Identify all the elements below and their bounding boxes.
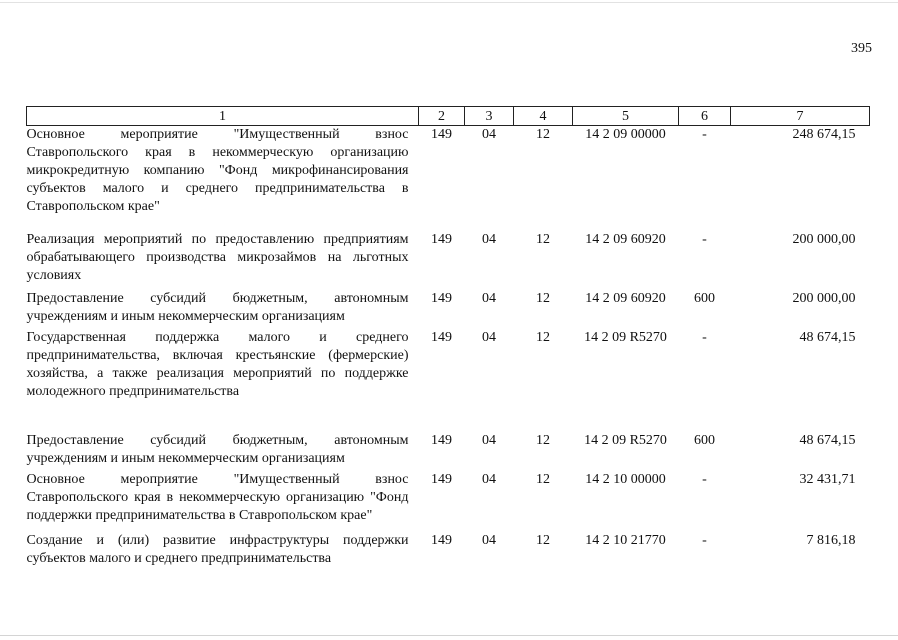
column-header-3: 3 — [465, 107, 514, 126]
page-number: 395 — [851, 41, 872, 56]
table-row — [27, 471, 870, 532]
table-row — [27, 126, 870, 232]
row-code-expense-type: - — [702, 472, 707, 487]
table-header — [27, 107, 870, 126]
row-name: Предоставление субсидий бюджетным, автономным учреждениям и иным некоммерческим организациям — [26, 291, 409, 324]
row-code-target: 14 2 09 R5270 — [584, 330, 667, 345]
row-code-section: 04 — [482, 291, 496, 306]
scan-edge-top — [0, 2, 898, 3]
row-code-subsection: 12 — [536, 533, 550, 548]
row-code-section: 04 — [482, 433, 496, 448]
row-code-target: 14 2 10 00000 — [585, 472, 666, 487]
table-body — [27, 126, 870, 569]
table-row — [27, 432, 870, 471]
row-amount: 7 816,18 — [806, 533, 856, 548]
row-code-ministry: 149 — [431, 127, 452, 142]
row-code-ministry: 149 — [431, 291, 452, 306]
column-header-5: 5 — [573, 107, 679, 126]
row-code-ministry: 149 — [431, 330, 452, 345]
row-code-expense-type: - — [702, 232, 707, 247]
row-code-section: 04 — [482, 472, 496, 487]
budget-table — [26, 106, 870, 568]
row-name: Реализация мероприятий по предоставлению предприятиям обрабатывающего производства микрозаймов на льготных условиях — [26, 232, 409, 283]
row-code-ministry: 149 — [431, 433, 452, 448]
row-name: Создание и (или) развитие инфраструктуры поддержки субъектов малого и среднего предпринимательства — [26, 533, 409, 566]
row-name: Предоставление субсидий бюджетным, автономным учреждениям и иным некоммерческим организациям — [26, 433, 409, 466]
table-row — [27, 231, 870, 290]
row-code-subsection: 12 — [536, 330, 550, 345]
row-code-section: 04 — [482, 232, 496, 247]
row-name: Государственная поддержка малого и среднего предпринимательства, включая крестьянские (фермерские) хозяйства, а также реализация мероприятий по поддержке молодежного предпринимательства — [26, 330, 409, 399]
row-code-expense-type: - — [702, 127, 707, 142]
row-code-target: 14 2 10 21770 — [585, 533, 666, 548]
row-code-section: 04 — [482, 533, 496, 548]
table-row — [27, 329, 870, 432]
row-code-section: 04 — [482, 330, 496, 345]
row-code-expense-type: - — [702, 533, 707, 548]
row-amount: 32 431,71 — [799, 472, 856, 487]
row-amount: 48 674,15 — [799, 330, 856, 345]
row-code-subsection: 12 — [536, 232, 550, 247]
column-header-2: 2 — [419, 107, 465, 126]
row-code-target: 14 2 09 60920 — [585, 291, 666, 306]
row-code-expense-type: 600 — [694, 291, 715, 306]
scan-edge-bottom — [0, 635, 898, 636]
column-header-4: 4 — [514, 107, 573, 126]
row-name: Основное мероприятие "Имущественный взнос Ставропольского края в некоммерческую организацию "Фонд поддержки предпринимательства в Ставропольском крае" — [26, 472, 409, 523]
table-row — [27, 532, 870, 568]
row-amount: 200 000,00 — [792, 291, 856, 306]
row-code-ministry: 149 — [431, 472, 452, 487]
row-code-target: 14 2 09 60920 — [585, 232, 666, 247]
row-code-target: 14 2 09 00000 — [585, 127, 666, 142]
row-name: Основное мероприятие "Имущественный взнос Ставропольского края в некоммерческую организацию микрокредитную компанию "Фонд микрофинансирования субъектов малого и среднего предпринимательства в Ставропольском крае" — [26, 127, 409, 214]
column-header-7: 7 — [731, 107, 870, 126]
column-header-6: 6 — [679, 107, 731, 126]
row-code-section: 04 — [482, 127, 496, 142]
row-code-ministry: 149 — [431, 232, 452, 247]
row-code-subsection: 12 — [536, 433, 550, 448]
row-code-expense-type: - — [702, 330, 707, 345]
header-row — [27, 107, 870, 126]
row-code-subsection: 12 — [536, 127, 550, 142]
row-amount: 200 000,00 — [792, 232, 856, 247]
row-amount: 248 674,15 — [792, 127, 856, 142]
row-code-target: 14 2 09 R5270 — [584, 433, 667, 448]
row-code-subsection: 12 — [536, 472, 550, 487]
table-row — [27, 290, 870, 329]
column-header-1: 1 — [27, 107, 419, 126]
row-code-subsection: 12 — [536, 291, 550, 306]
row-code-ministry: 149 — [431, 533, 452, 548]
row-code-expense-type: 600 — [694, 433, 715, 448]
row-amount: 48 674,15 — [799, 433, 856, 448]
